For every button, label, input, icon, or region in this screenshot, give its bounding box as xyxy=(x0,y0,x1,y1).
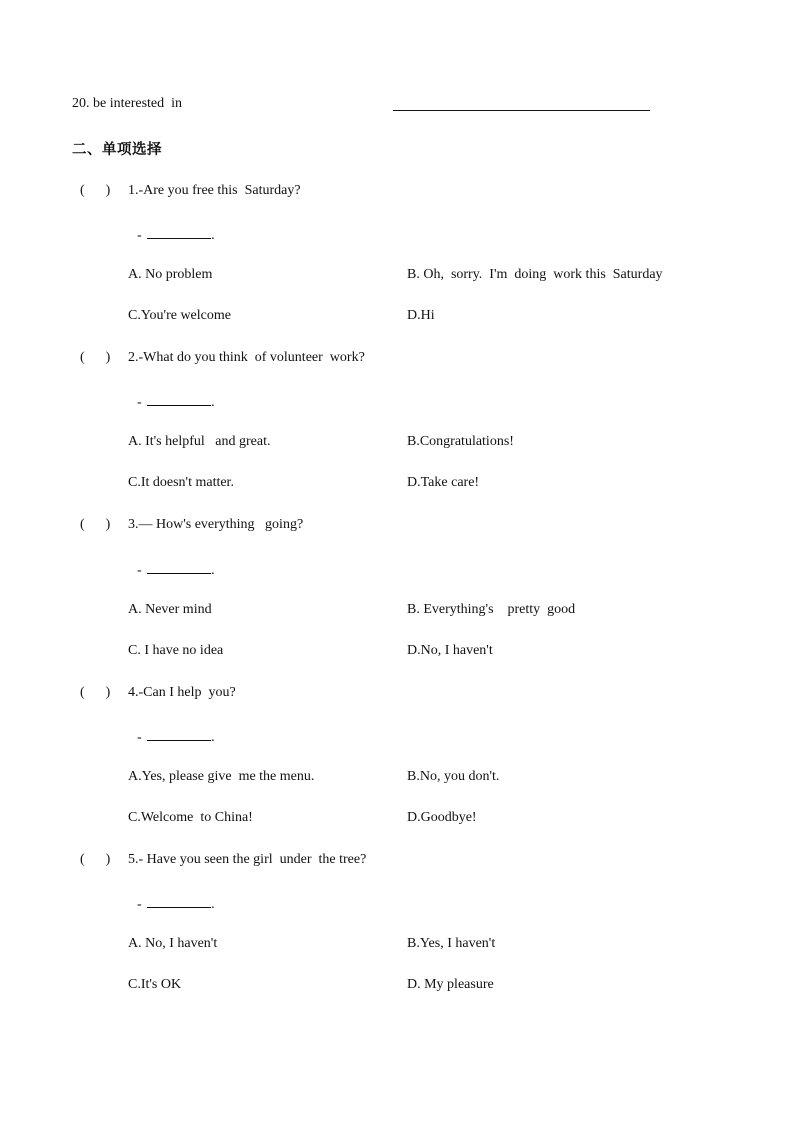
option-b: B.No, you don't. xyxy=(407,769,500,784)
reply-blank[interactable] xyxy=(147,226,211,239)
reply-blank[interactable] xyxy=(147,393,211,406)
vocab-item-20: 20. be interested in xyxy=(72,96,183,111)
vocab-answer-line[interactable] xyxy=(393,110,650,111)
reply-line xyxy=(137,226,215,244)
question-3 xyxy=(0,517,794,677)
option-a: A. No, I haven't xyxy=(128,936,218,951)
option-d: D.Take care! xyxy=(407,475,480,490)
answer-paren[interactable]: ( ) xyxy=(80,517,111,532)
answer-paren[interactable]: ( ) xyxy=(80,685,111,700)
question-2 xyxy=(0,350,794,510)
answer-paren[interactable]: ( ) xyxy=(80,852,111,867)
question-stem: 3.— How's everything going? xyxy=(128,517,304,532)
option-b: B. Everything's pretty good xyxy=(407,602,576,617)
option-a: A. Never mind xyxy=(128,602,212,617)
option-c: C.It's OK xyxy=(128,977,182,992)
reply-dash: - xyxy=(137,395,146,410)
option-b: B.Yes, I haven't xyxy=(407,936,496,951)
reply-blank[interactable] xyxy=(147,561,211,574)
option-c: C.Welcome to China! xyxy=(128,810,253,825)
option-b: B.Congratulations! xyxy=(407,434,514,449)
reply-dash: - xyxy=(137,730,146,745)
option-d: D. My pleasure xyxy=(407,977,494,992)
section-title: 二、单项选择 xyxy=(72,142,162,158)
reply-end: . xyxy=(211,395,215,410)
reply-end: . xyxy=(211,897,215,912)
question-1 xyxy=(0,183,794,343)
option-d: D.Goodbye! xyxy=(407,810,477,825)
option-c: C. I have no idea xyxy=(128,643,224,658)
option-c: C.You're welcome xyxy=(128,308,231,323)
reply-end: . xyxy=(211,563,215,578)
option-a: A.Yes, please give me the menu. xyxy=(128,769,315,784)
reply-blank[interactable] xyxy=(147,895,211,908)
reply-end: . xyxy=(211,730,215,745)
reply-dash: - xyxy=(137,563,146,578)
reply-line xyxy=(137,561,215,579)
reply-line xyxy=(137,728,215,746)
reply-dash: - xyxy=(137,897,146,912)
question-stem: 5.- Have you seen the girl under the tree? xyxy=(128,852,367,867)
reply-line xyxy=(137,393,215,411)
reply-end: . xyxy=(211,228,215,243)
reply-blank[interactable] xyxy=(147,728,211,741)
option-d: D.No, I haven't xyxy=(407,643,493,658)
reply-line xyxy=(137,895,215,913)
question-stem: 1.-Are you free this Saturday? xyxy=(128,183,301,198)
option-a: A. It's helpful and great. xyxy=(128,434,271,449)
question-4 xyxy=(0,685,794,845)
option-b: B. Oh, sorry. I'm doing work this Saturday xyxy=(407,267,663,282)
answer-paren[interactable]: ( ) xyxy=(80,350,111,365)
question-5 xyxy=(0,852,794,1012)
question-stem: 2.-What do you think of volunteer work? xyxy=(128,350,365,365)
question-stem: 4.-Can I help you? xyxy=(128,685,236,700)
reply-dash: - xyxy=(137,228,146,243)
option-c: C.It doesn't matter. xyxy=(128,475,234,490)
answer-paren[interactable]: ( ) xyxy=(80,183,111,198)
option-d: D.Hi xyxy=(407,308,435,323)
option-a: A. No problem xyxy=(128,267,213,282)
